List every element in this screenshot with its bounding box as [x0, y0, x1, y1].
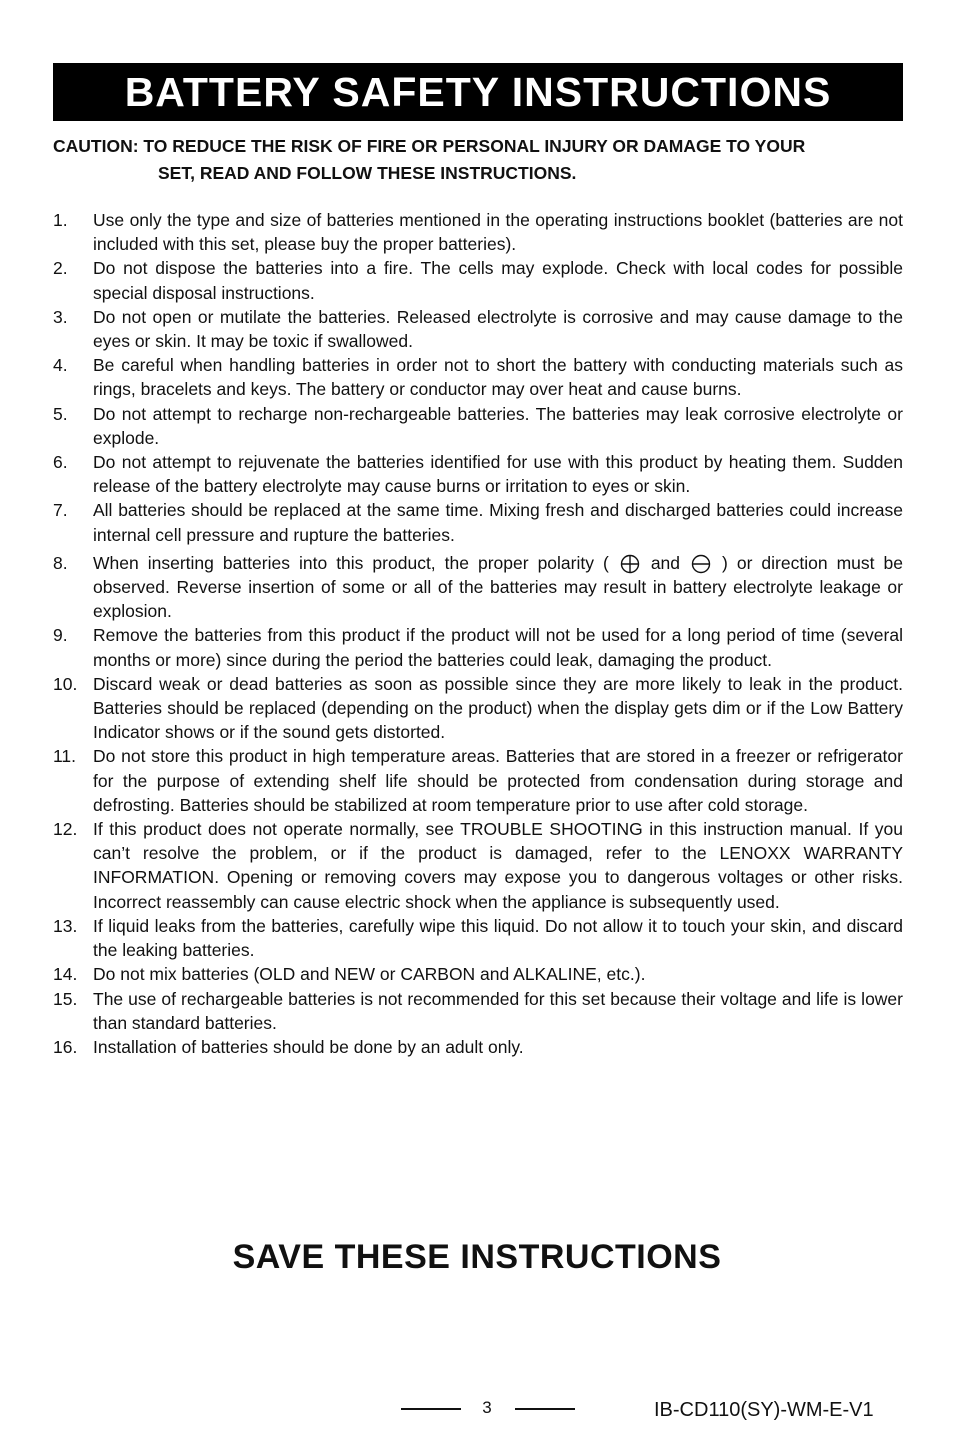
list-item — [53, 551, 903, 624]
list-item — [53, 914, 903, 962]
item-number: 15. — [53, 988, 78, 1009]
item-text: If liquid leaks from the batteries, carefully wipe this liquid. Do not allow it to touch your skin, and discard the leaking batteries. — [93, 915, 903, 961]
item-number: 7. — [53, 500, 68, 521]
item-number: 1. — [53, 210, 68, 230]
item-text: The use of rechargeable batteries is not recommended for this set because their voltage and life is lower than standard batteries. — [93, 988, 903, 1033]
item-text: Discard weak or dead batteries as soon as possible since they are more likely to leak in the product. Batteries should be replaced (depending on the product) when the display gets dim or if the Low Battery Indicator shows or if the sound gets distorted. — [93, 673, 903, 743]
list-item — [53, 353, 903, 401]
item-text: Use only the type and size of batteries mentioned in the operating instructions booklet (batteries are not included with this set, please buy the proper batteries). — [93, 210, 903, 255]
list-item — [53, 256, 903, 304]
item-number: 3. — [53, 306, 68, 327]
item-text-mid: and — [650, 552, 681, 573]
item-number: 10. — [53, 673, 78, 694]
instruction-list — [53, 208, 903, 1059]
footer-rule-left — [401, 1408, 461, 1410]
list-item — [53, 402, 903, 450]
caution-line-1: CAUTION: TO REDUCE THE RISK OF FIRE OR PERSONAL INJURY OR DAMAGE TO YOUR — [53, 136, 806, 156]
item-text-before: When inserting batteries into this product, the proper polarity ( — [93, 552, 609, 573]
plus-circle-icon — [620, 554, 640, 574]
list-item — [53, 817, 903, 914]
item-number: 6. — [53, 452, 68, 473]
item-text: Do not dispose the batteries into a fire. The cells may explode. Check with local codes for possible special disposal instructions. — [93, 258, 903, 303]
item-text: Do not mix batteries (OLD and NEW or CARBON and ALKALINE, etc.). — [93, 964, 646, 985]
item-text: Installation of batteries should be done by an adult only. — [93, 1036, 524, 1057]
item-text: Do not attempt to recharge non-rechargeable batteries. The batteries may leak corrosive electrolyte or explode. — [93, 403, 903, 448]
caution-notice — [53, 133, 903, 187]
item-text: Remove the batteries from this product if the product will not be used for a long period of time (several months or more) since during the period the batteries could leak, damaging the product. — [93, 625, 903, 670]
footer-rule-right — [515, 1408, 575, 1410]
item-text: Do not open or mutilate the batteries. Released electrolyte is corrosive and may cause damage to the eyes or skin. It may be toxic if swallowed. — [93, 306, 903, 352]
list-item — [53, 672, 903, 745]
item-text: If this product does not operate normally, see TROUBLE SHOOTING in this instruction manual. If you can’t resolve the problem, or if the product is damaged, refer to the LENOXX WARRANTY INFORMATION. Opening or removing covers may expose you to dangerous voltages or other risks. Incorrect reassembly can cause electric shock when the appliance is subsequently used. — [93, 819, 903, 912]
list-item — [53, 962, 903, 986]
list-item — [53, 623, 903, 671]
page-number: 3 — [482, 1398, 492, 1417]
item-text-after: ) or direction must be observed. Reverse insertion of some or all of the batteries may result in battery electrolyte leakage or explosion. — [93, 552, 903, 622]
item-text: All batteries should be replaced at the same time. Mixing fresh and discharged batteries could increase internal cell pressure and rupture the batteries. — [93, 500, 903, 545]
item-number: 4. — [53, 355, 68, 376]
item-text: Be careful when handling batteries in order not to short the battery with conducting materials such as rings, bracelets and keys. The battery or conductor may over heat and cause burns. — [93, 355, 903, 400]
item-number: 12. — [53, 819, 78, 840]
list-item — [53, 987, 903, 1035]
item-number: 2. — [53, 258, 68, 279]
title-bar — [53, 63, 903, 121]
list-item — [53, 744, 903, 817]
list-item — [53, 208, 903, 256]
page-title: BATTERY SAFETY INSTRUCTIONS — [124, 69, 832, 115]
item-number: 14. — [53, 964, 78, 985]
item-text: Do not store this product in high temperature areas. Batteries that are stored in a freezer or refrigerator for the purpose of extending shelf life should be protected from condensation during storage and defrosting. Batteries should be stabilized at room temperature prior to use after cold storage. — [93, 746, 903, 815]
item-number: 5. — [53, 403, 68, 424]
list-item — [53, 450, 903, 498]
item-text: Do not attempt to rejuvenate the batteries identified for use with this product by heating them. Sudden release of the battery electrolyte may cause burns or irritation to eyes or skin. — [93, 452, 903, 497]
caution-line-2: SET, READ AND FOLLOW THESE INSTRUCTIONS. — [158, 163, 577, 183]
minus-circle-icon — [691, 554, 711, 574]
item-text — [93, 551, 903, 624]
list-item — [53, 498, 903, 546]
save-instructions-heading: SAVE THESE INSTRUCTIONS — [232, 1238, 722, 1276]
item-number: 9. — [53, 625, 68, 646]
document-code: IB-CD110(SY)-WM-E-V1 — [654, 1399, 874, 1421]
item-number: 11. — [53, 746, 77, 767]
item-number: 16. — [53, 1036, 78, 1057]
list-item — [53, 305, 903, 353]
item-number: 13. — [53, 915, 78, 936]
list-item — [53, 1035, 903, 1059]
item-number: 8. — [53, 552, 68, 573]
